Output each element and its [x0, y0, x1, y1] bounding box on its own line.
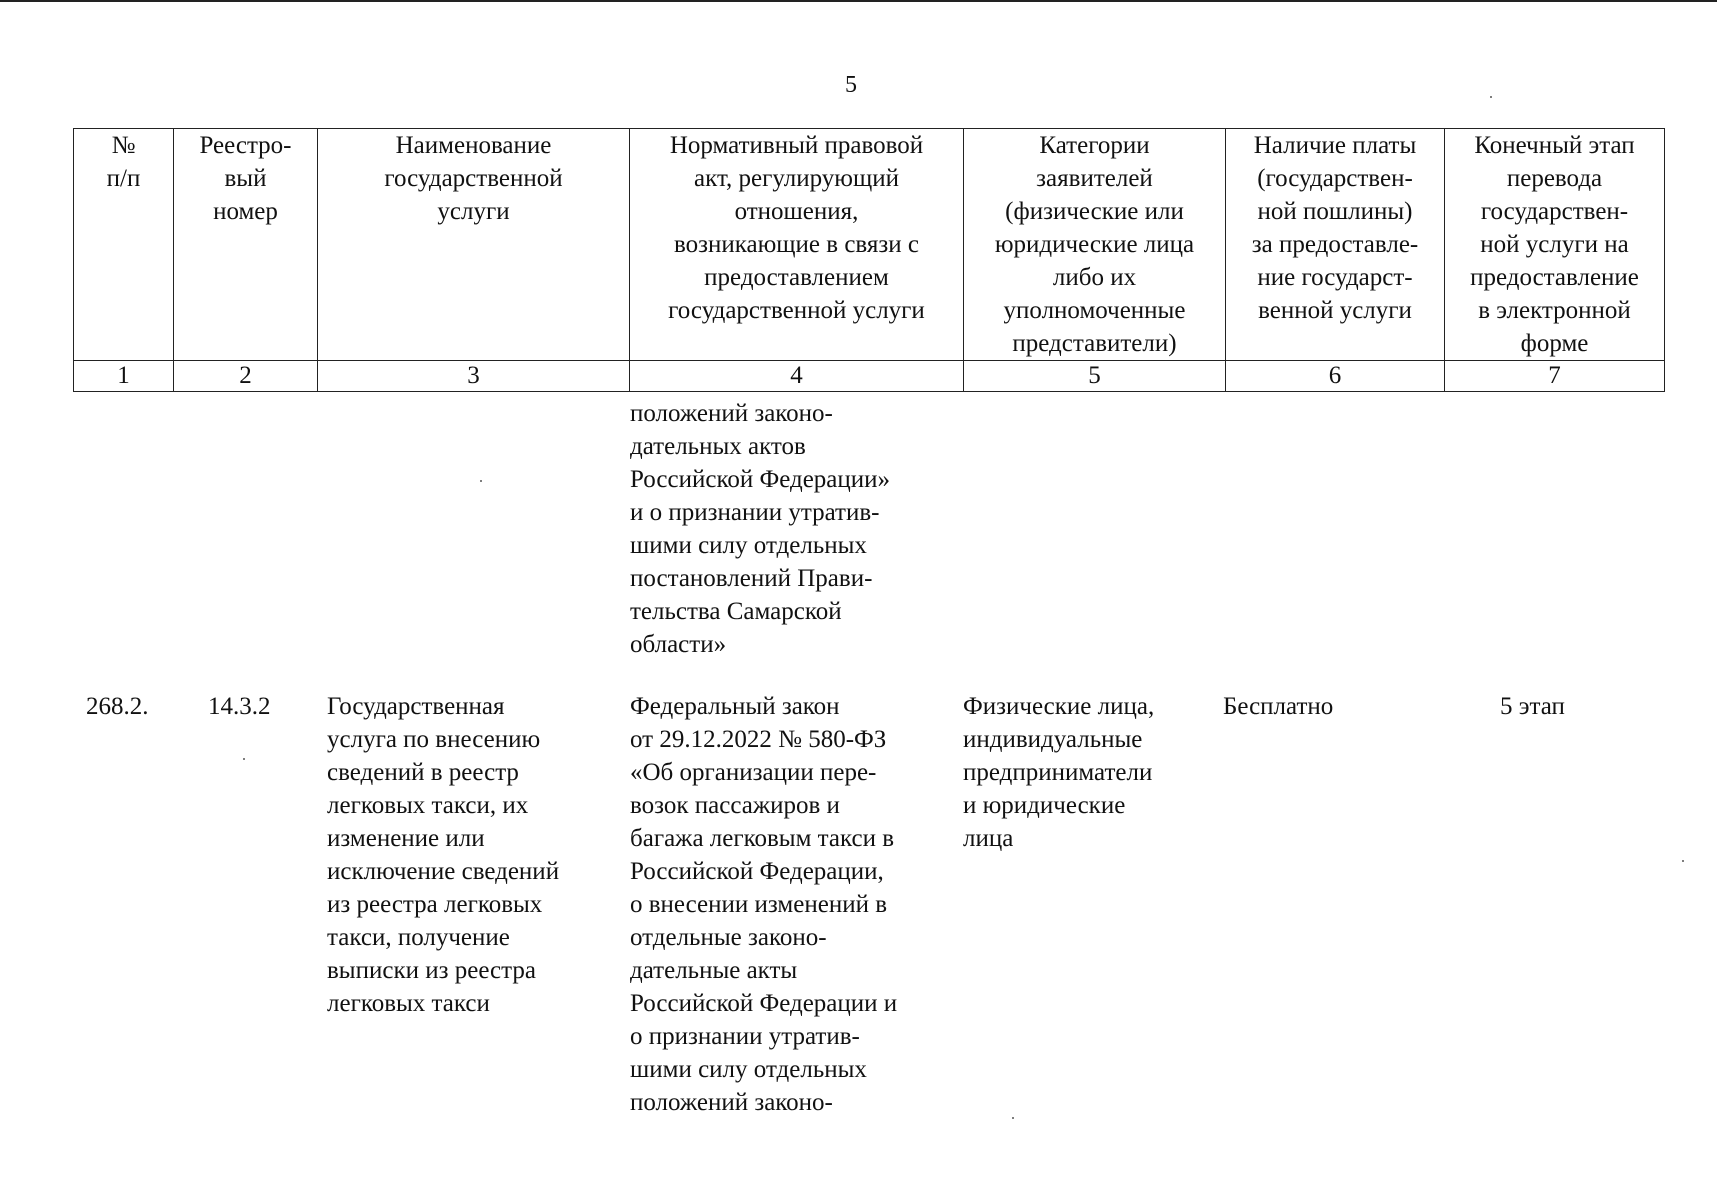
- header-registry-number: Реестро- вый номер: [174, 129, 318, 361]
- row-fee: Бесплатно: [1223, 693, 1334, 720]
- scan-speck: [1012, 1117, 1014, 1119]
- column-number-6: 6: [1226, 361, 1445, 392]
- column-number-5: 5: [964, 361, 1226, 392]
- scan-speck: [1682, 860, 1684, 862]
- header-service-name: Наименование государственной услуги: [318, 129, 630, 361]
- row-legal-act: Федеральный закон от 29.12.2022 № 580-ФЗ «Об организации пере- возок пассажиров и багажа легковым такси в Российской Федерации, о внесении изменений в отдельные законо- дательные акты Российской Федерации и о признании утратив- шими силу отдельных положений законо-: [630, 693, 898, 1116]
- column-number-2: 2: [174, 361, 318, 392]
- page-number: 5: [845, 72, 857, 98]
- column-number-row: [74, 361, 1665, 392]
- header-fee: Наличие платы (государствен- ной пошлины) за предоставле- ние государст- венной услуги: [1226, 129, 1445, 361]
- column-number-4: 4: [630, 361, 964, 392]
- header-applicant-categories: Категории заявителей (физические или юридические лица либо их уполномоченные представители): [964, 129, 1226, 361]
- header-legal-act: Нормативный правовой акт, регулирующий отношения, возникающие в связи с предоставлением государственной услуги: [630, 129, 964, 361]
- top-border-line: [0, 0, 1717, 2]
- row-service-name: Государственная услуга по внесению сведений в реестр легковых такси, их изменение или исключение сведений из реестра легковых такси, получение выписки из реестра легковых такси: [327, 693, 560, 1017]
- column-number-7: 7: [1445, 361, 1665, 392]
- header-row: [74, 129, 1665, 361]
- row-final-stage: 5 этап: [1500, 693, 1565, 720]
- row-number: 268.2.: [86, 693, 149, 720]
- continued-legal-act-text: положений законо- дательных актов Российской Федерации» и о признании утратив- шими силу отдельных постановлений Прави- тельства Самарской области»: [630, 400, 891, 658]
- row-applicant-categories: Физические лица, индивидуальные предприниматели и юридические лица: [963, 693, 1155, 852]
- header-number: № п/п: [74, 129, 174, 361]
- column-number-3: 3: [318, 361, 630, 392]
- scan-speck: [243, 758, 245, 760]
- scan-speck: [1490, 96, 1492, 98]
- services-table-header: [73, 128, 1665, 392]
- scan-speck: [480, 480, 482, 482]
- header-final-stage: Конечный этап перевода государствен- ной услуги на предоставление в электронной форме: [1445, 129, 1665, 361]
- row-registry-number: 14.3.2: [208, 693, 271, 720]
- column-number-1: 1: [74, 361, 174, 392]
